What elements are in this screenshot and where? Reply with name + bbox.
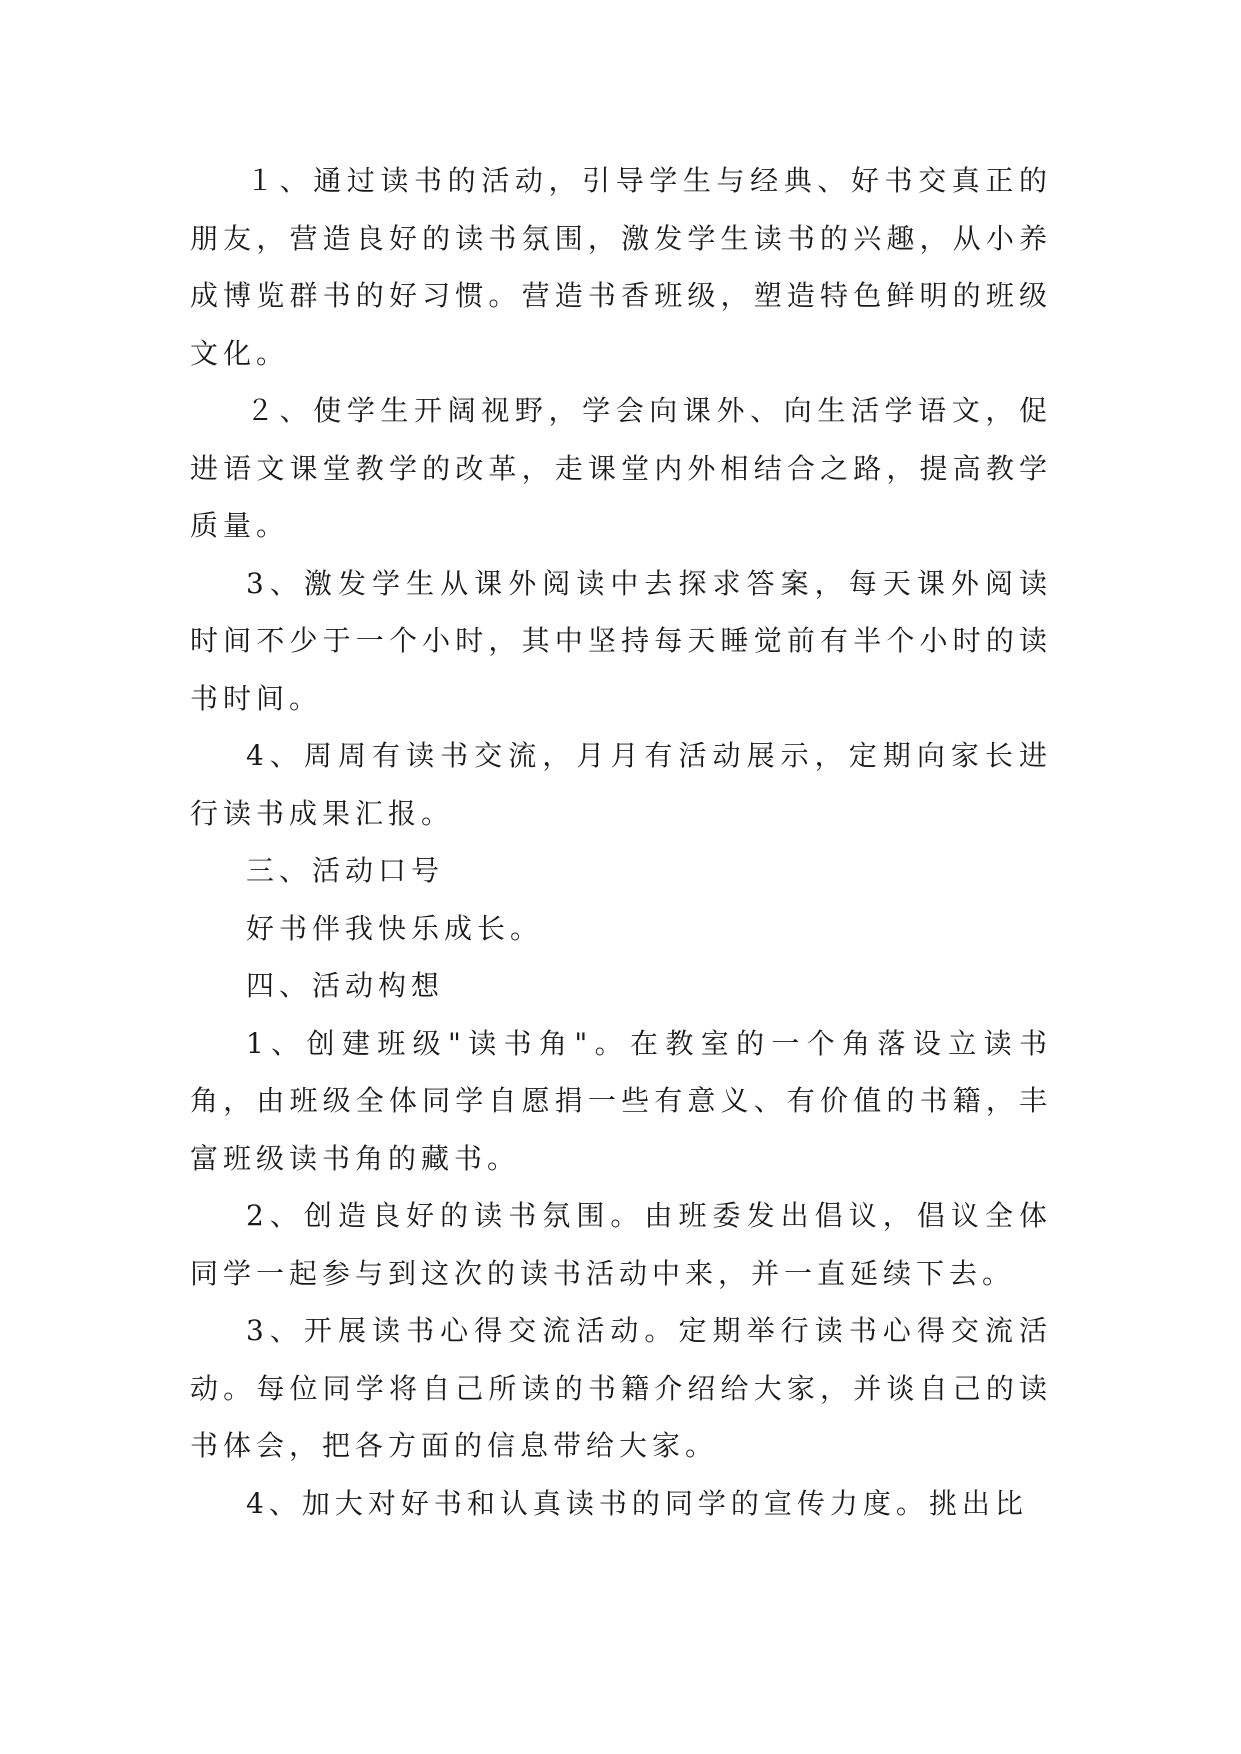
paragraph-goal-3: 3、激发学生从课外阅读中去探求答案，每天课外阅读时间不少于一个小时，其中坚持每天睡觉前有半个小时的读书时间。 — [190, 566, 1052, 715]
paragraph-goal-1: １、通过读书的活动，引导学生与经典、好书交真正的朋友，营造良好的读书氛围，激发学生读书的兴趣，从小养成博览群书的好习惯。营造书香班级，塑造特色鲜明的班级文化。 — [190, 164, 1052, 370]
paragraph-plan-2: 2、创造良好的读书氛围。由班委发出倡议，倡议全体同学一起参与到这次的读书活动中来，并一直延续下去。 — [190, 1199, 1052, 1290]
slogan-text: 好书伴我快乐成长。 — [246, 911, 544, 945]
paragraph-plan-3: 3、开展读书心得交流活动。定期举行读书心得交流活动。每位同学将自己所读的书籍介绍给大家，并谈自己的读书体会，把各方面的信息带给大家。 — [190, 1314, 1052, 1462]
paragraph-plan-1: 1、创建班级"读书角"。在教室的一个角落设立读书角，由班级全体同学自愿捐一些有意义、有价值的书籍，丰富班级读书角的藏书。 — [190, 1026, 1052, 1175]
section-heading-plan: 四、活动构想 — [246, 969, 445, 1002]
paragraph-goal-4: 4、周周有读书交流，月月有活动展示，定期向家长进行读书成果汇报。 — [190, 739, 1052, 830]
paragraph-goal-2: ２、使学生开阔视野，学会向课外、向生活学语文，促进语文课堂教学的改革，走课堂内外相结合之路，提高教学质量。 — [190, 394, 1052, 542]
section-heading-slogan: 三、活动口号 — [246, 854, 445, 887]
paragraph-plan-4: 4、加大对好书和认真读书的同学的宣传力度。挑出比 — [246, 1486, 1028, 1520]
document-body — [190, 152, 1052, 1532]
